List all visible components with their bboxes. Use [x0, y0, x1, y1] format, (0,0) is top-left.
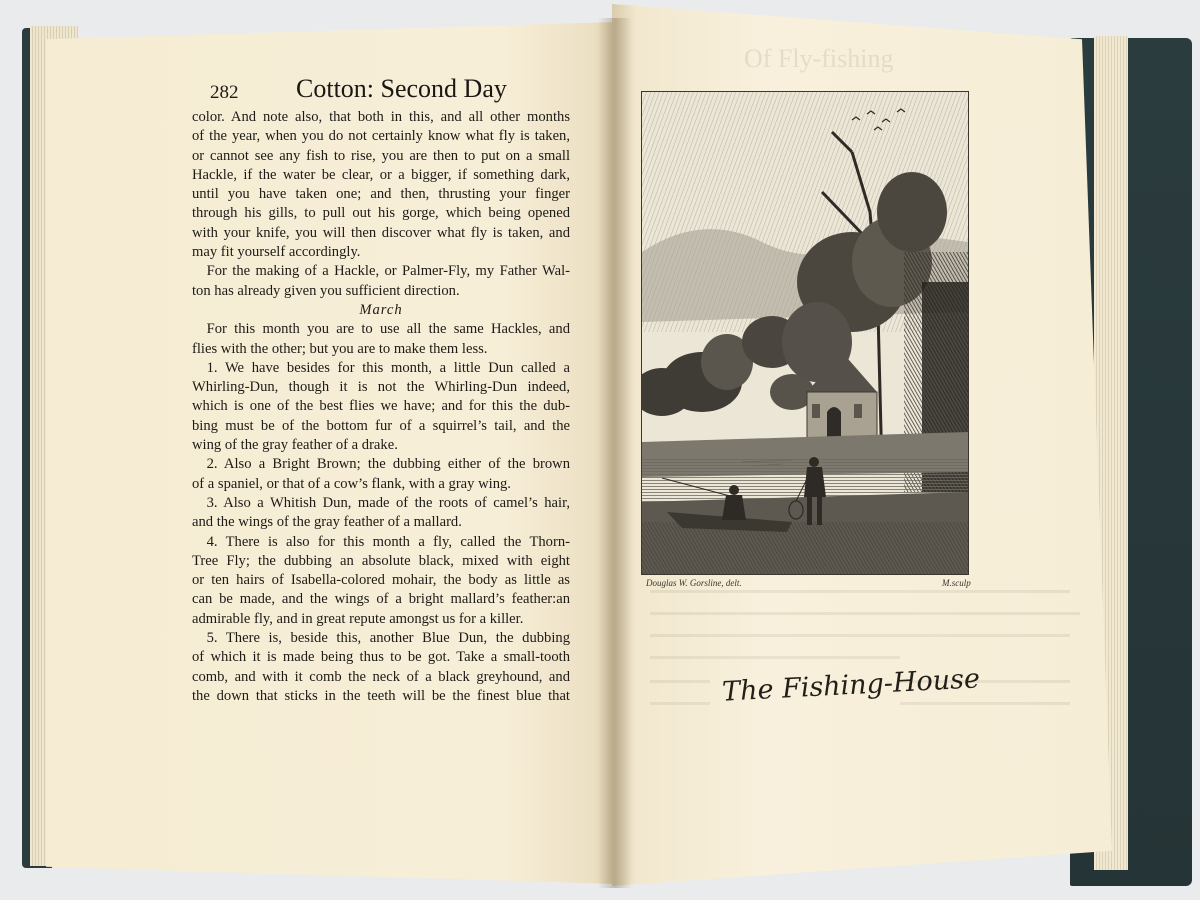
text-line: color. And note also, that both in this, and all other months: [192, 109, 570, 125]
text-line: wing of the gray feather of a drake.: [192, 437, 398, 454]
text-line: or cannot see any fish to rise, you are then to put on a small: [192, 147, 570, 164]
show-through-text-line: [650, 612, 1080, 615]
text-line: Whirling-Dun, though it is not the Whirling-Dun indeed,: [192, 379, 570, 396]
plate-caption: The Fishing-House: [721, 663, 981, 708]
show-through-text-line: [650, 656, 900, 659]
plate-credit-engraver: M.sculp: [942, 578, 971, 588]
running-title: Cotton: Second Day: [296, 74, 507, 103]
text-line: the down that sticks in the teeth will be the finest blue that: [192, 687, 570, 704]
text-line: of a spaniel, or that of a cow’s flank, with a gray wing.: [192, 475, 511, 492]
engraving-illustration: [642, 92, 968, 574]
text-line: which is one of the best flies we have; and for this the dub-: [192, 398, 570, 415]
show-through-text-line: [650, 590, 1070, 593]
text-line: or ten hairs of Isabella-colored mohair, the body as little as: [192, 572, 570, 589]
text-line: until you have taken one; and then, thrusting your finger: [192, 186, 570, 203]
text-line: 5. There is, beside this, another Blue Dun, the dubbing: [192, 630, 570, 647]
text-line: For this month you are to use all the same Hackles, and: [192, 321, 570, 338]
text-line: For the making of a Hackle, or Palmer-Fly, my Father Wal-: [192, 263, 570, 280]
page-number: 282: [210, 82, 239, 103]
book-gutter-shadow: [598, 18, 632, 888]
text-line: admirable fly, and in great repute amongst us for a killer.: [192, 610, 524, 627]
text-line: ton has already given you sufficient direction.: [192, 282, 460, 299]
text-line: of the year, when you do not certainly know what fly is taken,: [192, 128, 570, 145]
text-line: Tree Fly; the dubbing an absolute black, mixed with eight: [192, 552, 570, 569]
text-line: Hackle, if the water be clear, or a bigger, if something dark,: [192, 166, 570, 183]
show-through-text-line: [650, 634, 1070, 637]
text-line: flies with the other; but you are to make them less.: [192, 340, 488, 357]
text-line: comb, and with it comb the neck of a black greyhound, and: [192, 668, 570, 685]
text-line: may fit yourself accordingly.: [192, 244, 361, 261]
show-through-text-line: [650, 702, 710, 705]
running-head: [210, 74, 570, 110]
text-line: of which it is made being thus to be got. Take a small-tooth: [192, 649, 570, 666]
text-line: 4. There is also for this month a fly, called the Thorn-: [192, 533, 570, 550]
show-through-text-line: [650, 680, 710, 683]
text-line: and the wings of the gray feather of a mallard.: [192, 514, 462, 531]
text-line: 1. We have besides for this month, a little Dun called a: [192, 359, 570, 376]
show-through-text-line: [900, 702, 1070, 705]
text-line: bing must be of the bottom fur of a squirrel’s tail, and the: [192, 417, 570, 434]
show-through-heading: Of Fly-fishing: [744, 44, 894, 73]
text-line: 3. Also a Whitish Dun, made of the roots of camel’s hair,: [192, 494, 570, 511]
left-page-body-text: [192, 108, 570, 706]
text-line: 2. Also a Bright Brown; the dubbing either of the brown: [192, 456, 570, 473]
section-heading-march: March: [359, 301, 403, 318]
engraving-plate: [641, 91, 969, 575]
plate-credit-artist: Douglas W. Gorsline, delt.: [646, 578, 742, 588]
text-line: through his gills, to pull out his gorge, which being opened: [192, 205, 570, 222]
text-line: can be made, and the wings of a bright mallard’s feather:an: [192, 591, 570, 608]
text-line: with your knife, you will then discover what fly is taken, and: [192, 224, 570, 241]
